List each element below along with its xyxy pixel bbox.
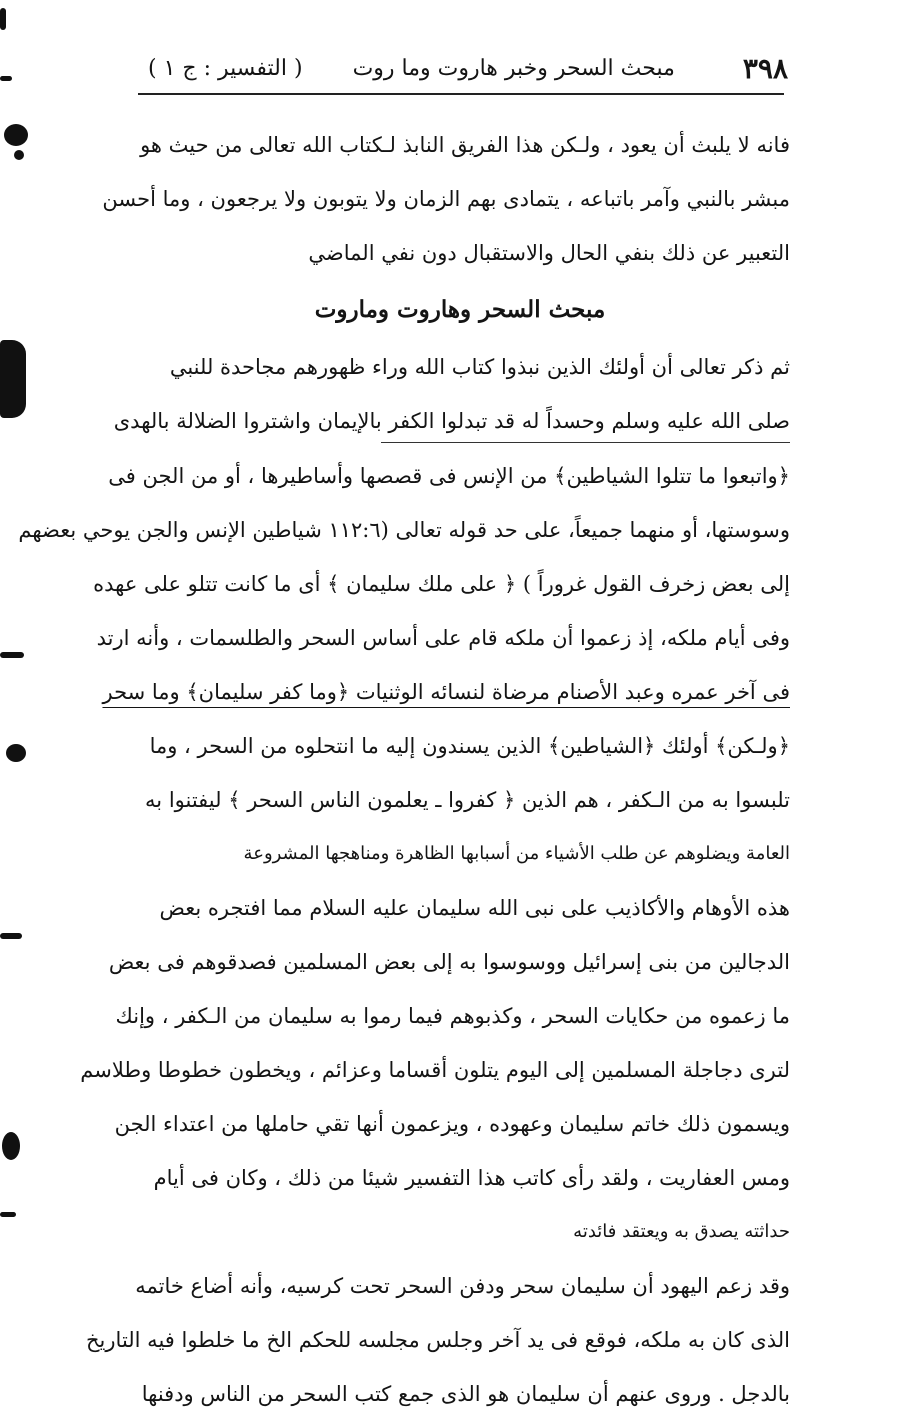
- text-line: صلى الله عليه وسلم وحسداً له قد تبدلوا الكفر بالإيمان واشتروا الضلالة بالهدى: [113, 409, 790, 433]
- text-line: لترى دجاجلة المسلمين إلى اليوم يتلون أقساما وعزائم ، ويخطون خطوطا وطلاسم: [80, 1058, 790, 1082]
- paragraph: [80, 881, 790, 1259]
- header-rule: [138, 93, 784, 95]
- scan-mark: [0, 652, 24, 658]
- scan-mark: [0, 1212, 16, 1217]
- scan-blot: [14, 150, 24, 160]
- text-line: ﴿واتبعوا ما تتلوا الشياطين﴾ من الإنس فى قصصها وأساطيرها ، أو من الجن فى: [108, 464, 790, 488]
- text-line: فى آخر عمره وعبد الأصنام مرضاة لنسائه الوثنيات ﴿وما كفر سليمان﴾ وما سحر: [102, 680, 790, 704]
- section-heading: مبحث السحر وهاروت وماروت: [314, 296, 606, 323]
- scan-mark: [0, 76, 12, 81]
- scan-mark: [0, 8, 6, 30]
- page-header: [148, 46, 788, 90]
- text-line: تلبسوا به من الـكفر ، هم الذين ﴿ كفروا ـ يعلمون الناس السحر ﴾ ليفتنوا به: [145, 788, 790, 812]
- paragraph: [86, 1259, 790, 1421]
- paragraph: [102, 118, 790, 280]
- text-line: وسوستها، أو منهما جميعاً، على حد قوله تعالى (١١٢:٦ شياطين الإنس والجن يوحي بعضهم: [18, 518, 790, 542]
- scan-blot: [4, 124, 28, 146]
- text-line: الدجالين من بنى إسرائيل ووسوسوا به إلى بعض المسلمين فصدقوهم فى بعض: [108, 950, 790, 974]
- text-line: وقد زعم اليهود أن سليمان سحر ودفن السحر تحت كرسيه، وأنه أضاع خاتمه: [135, 1274, 790, 1298]
- running-title: مبحث السحر وخبر هاروت وما روت: [352, 55, 675, 81]
- scan-mark: [0, 340, 26, 418]
- text-line: ثم ذكر تعالى أن أولئك الذين نبذوا كتاب الله وراء ظهورهم مجاحدة للنبي: [169, 355, 790, 379]
- text-line: ومس العفاريت ، ولقد رأى كاتب هذا التفسير شيئا من ذلك ، وكان فى أيام: [153, 1166, 790, 1190]
- scan-blot: [6, 744, 26, 762]
- text-line: مبشر بالنبي وآمر باتباعه ، يتمادى بهم الزمان ولا يتوبون ولا يرجعون ، وما أحسن: [102, 187, 790, 211]
- paragraph: [18, 340, 790, 881]
- text-line: التعبير عن ذلك بنفي الحال والاستقبال دون نفي الماضي: [308, 241, 790, 265]
- text-line: وفى أيام ملكه، إذ زعموا أن ملكه قام على أساس السحر والطلسمات ، وأنه ارتد: [96, 626, 790, 650]
- text-line: هذه الأوهام والأكاذيب على نبى الله سليمان عليه السلام مما افتجره بعض: [159, 896, 790, 920]
- text-line: فانه لا يلبث أن يعود ، ولـكن هذا الفريق النابذ لـكتاب الله تعالى من حيث هو: [140, 133, 790, 157]
- volume-reference: ( التفسير : ج ١ ): [148, 55, 303, 81]
- text-line: ويسمون ذلك خاتم سليمان وعهوده ، ويزعمون أنها تقي حاملها من اعتداء الجن: [114, 1112, 790, 1136]
- text-line: العامة ويضلوهم عن طلب الأشياء من أسبابها الظاهرة ومناهجها المشروعة: [243, 843, 790, 864]
- scan-mark: [0, 933, 22, 939]
- text-line: ﴿ولـكن﴾ أولئك ﴿الشياطين﴾ الذين يسندون إليه ما انتحلوه من السحر ، وما: [149, 734, 790, 758]
- page-body: [18, 118, 790, 1421]
- text-line: ما زعموه من حكايات السحر ، وكذبوهم فيما رموا به سليمان من الـكفر ، وإنك: [115, 1004, 790, 1028]
- scan-blot: [2, 1132, 20, 1160]
- page-number: ٣٩٨: [742, 51, 788, 85]
- text-line: إلى بعض زخرف القول غروراً ) ﴿ على ملك سليمان ﴾ أى ما كانت تتلو على عهده: [93, 572, 790, 596]
- text-line: حداثته يصدق به ويعتقد فائدته: [573, 1221, 790, 1242]
- text-line: الذى كان به ملكه، فوقع فى يد آخر وجلس مجلسه للحكم الخ ما خلطوا فيه التاريخ: [86, 1328, 790, 1352]
- text-line: بالدجل . وروى عنهم أن سليمان هو الذى جمع كتب السحر من الناس ودفنها: [141, 1382, 790, 1406]
